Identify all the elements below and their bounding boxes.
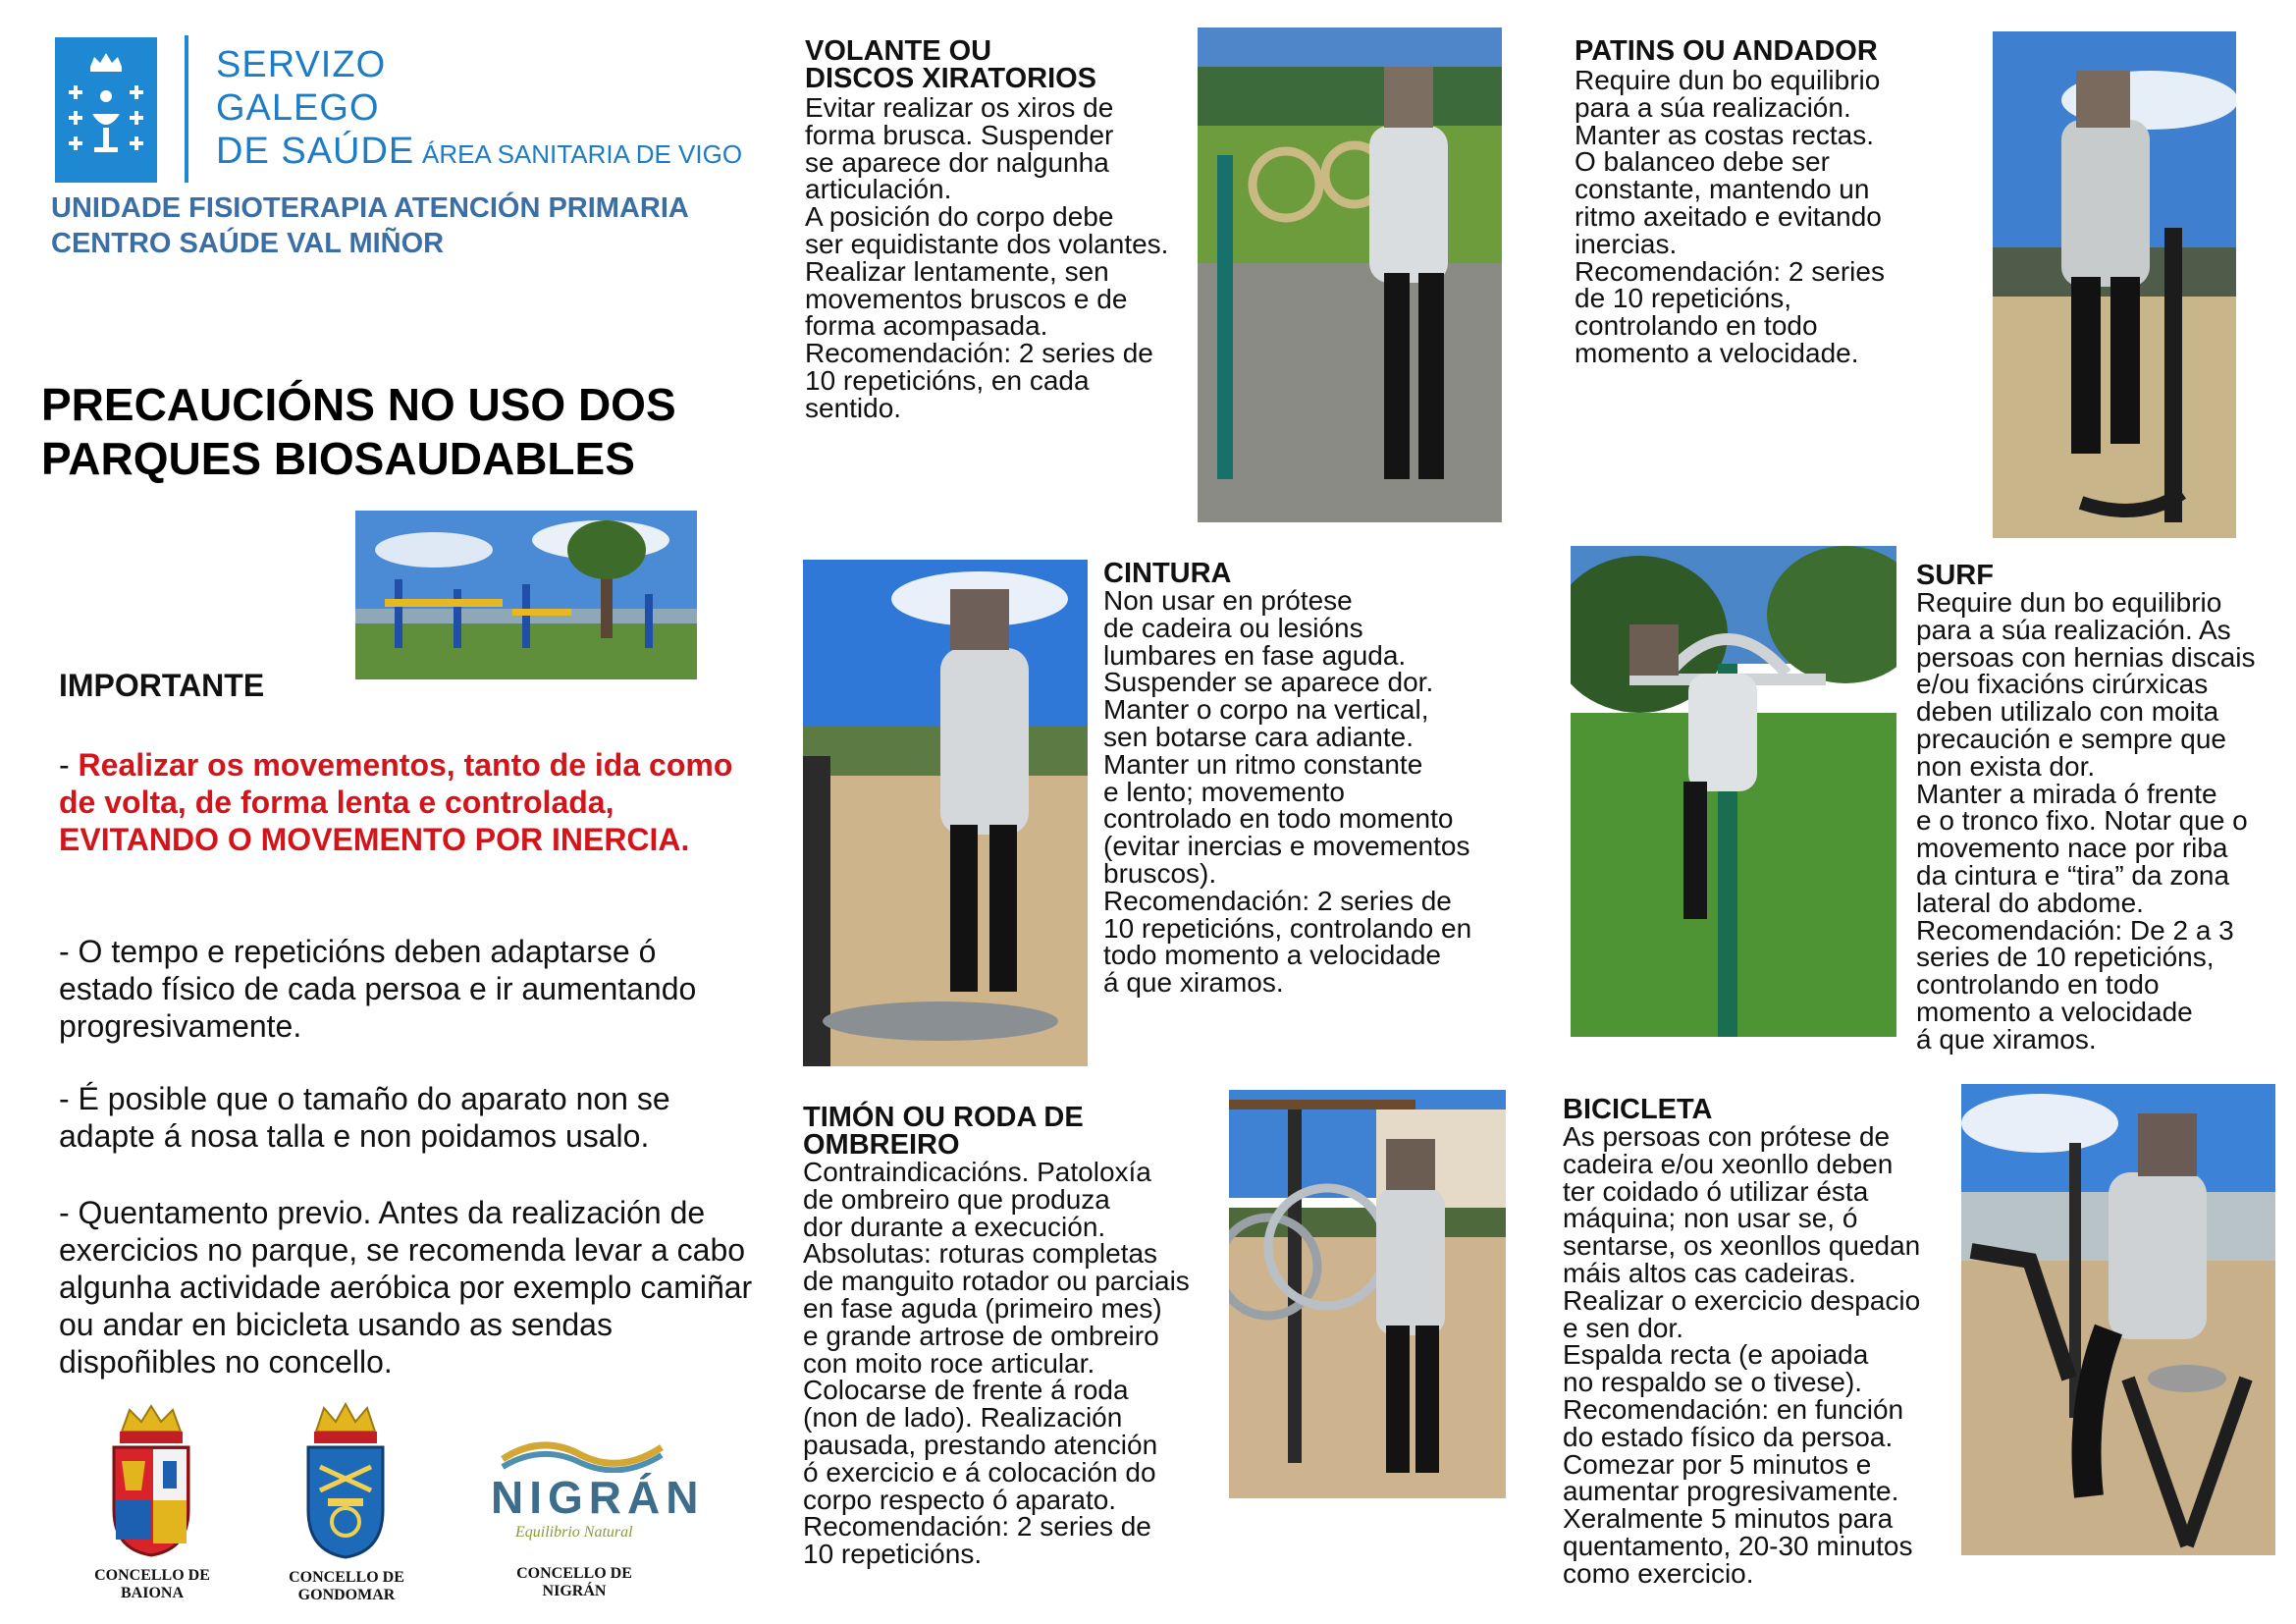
important-heading: IMPORTANTE (59, 668, 265, 703)
nigran-label: CONCELLO DE NIGRÁN (516, 1565, 632, 1599)
cintura-photo (803, 560, 1088, 1066)
important-bullet-2: - O tempo e repeticións deben adaptarse ó estado físico de cada persoa e ir aumentando progresivamente. (59, 934, 697, 1044)
volante-text: Evitar realizar os xiros de forma brusca. Suspender se aparece dor nalgunha articulación. A posición do corpo debe ser equidistante dos volantes. Realizar lentamente, sen movementos bruscos e de forma acompasada. Recomendación: 2 series de 10 repeticións, en cada sentido. (805, 92, 1169, 423)
cintura-text: Non usar en prótese de cadeira ou lesións lumbares en fase aguda. Suspender se aparece dor. Manter o corpo na vertical, sen botarse cara adiante. Manter un ritmo constante e lento; movemento controlado en todo momento (evitar inercias e movementos bruscos). Recomendación: 2 series de 10 repeticións, controlando en todo momento a velocidade á que xiramos. (1103, 585, 1472, 999)
nigran-logo-text: NIGRÁN (491, 1472, 705, 1523)
warning-text: Realizar os movementos, tanto de ida como de volta, de forma lenta e controlada, EVITANDO O MOVEMENTO POR INERCIA. (59, 747, 733, 857)
bicicleta-title: BICICLETA (1563, 1094, 1713, 1125)
important-bullet-3: - É posible que o tamaño do aparato non se adapte á nosa talla e non poidamos usalo. (59, 1081, 670, 1154)
surf-title: SURF (1916, 560, 1994, 591)
org-name: SERVIZO GALEGO DE SAÚDE (216, 44, 415, 172)
gondomar-crest-icon (300, 1400, 391, 1561)
org-area: ÁREA SANITARIA DE VIGO (422, 139, 743, 169)
unit-name: UNIDADE FISIOTERAPIA ATENCIÓN PRIMARIA CENTRO SAÚDE VAL MIÑOR (51, 192, 689, 259)
bullet-dash: - (59, 747, 79, 783)
gondomar-label: CONCELLO DE GONDOMAR (289, 1569, 404, 1603)
bicicleta-photo (1961, 1084, 2275, 1555)
nigran-tagline: Equilibrio Natural (515, 1524, 633, 1541)
timon-photo (1229, 1090, 1506, 1498)
nigran-wave-icon (499, 1434, 666, 1473)
volante-title: VOLANTE OU DISCOS XIRATORIOS (805, 35, 1097, 94)
cintura-title: CINTURA (1103, 558, 1232, 589)
baiona-crest-icon (106, 1402, 196, 1559)
volante-photo (1198, 27, 1502, 522)
timon-text: Contraindicacións. Patoloxía de ombreiro que produza dor durante a execución. Absolutas: roturas completas de manguito rotador ou parciais en fase aguda (primeiro mes) e grande artrose de ombreiro con moito roce articular. Colocarse de frente á roda (non de lado). Realización pausada, prestando atención ó exercicio e á colocación do corpo respecto ó aparato. Recomendación: 2 series de 10 repeticións. (803, 1157, 1190, 1570)
patins-photo (1993, 31, 2236, 538)
bicicleta-text: As persoas con prótese de cadeira e/ou xeonllo deben ter coidado ó utilizar ésta máquina; non usar se, ó sentarse, os xeonllos quedan máis altos cas cadeiras. Realizar o exercicio despacio e sen dor. Espalda recta (e apoiada no respaldo se o tivese). Recomendación: en función do estado físico da persoa. Comezar por 5 minutos e aumentar progresivamente. Xeralmente 5 minutos para quentamento, 20-30 minutos como exercicio. (1563, 1121, 1921, 1589)
patins-title: PATINS OU ANDADOR (1575, 35, 1878, 67)
patins-text: Require dun bo equilibrio para a súa realización. Manter as costas rectas. O balanceo debe ser constante, mantendo un ritmo axeitado e evitando inercias. Recomendación: 2 series de 10 repeticións, controlando en todo momento a velocidade. (1575, 65, 1885, 368)
logo-divider (185, 35, 188, 183)
baiona-label: CONCELLO DE BAIONA (94, 1567, 210, 1601)
page-title: PRECAUCIÓNS NO USO DOS PARQUES BIOSAUDABLES (41, 379, 676, 484)
important-bullet-1 (59, 746, 756, 858)
important-bullet-4: - Quentamento previo. Antes da realización de exercicios no parque, se recomenda levar a cabo algunha actividade aeróbica por exemplo camiñar ou andar en bicicleta usando as sendas dispoñibles no concello. (59, 1195, 753, 1380)
timon-title: TIMÓN OU RODA DE OMBREIRO (803, 1102, 1084, 1161)
park-photo (355, 511, 697, 679)
surf-photo (1571, 546, 1896, 1037)
sgs-logo-icon (55, 37, 157, 183)
surf-text: Require dun bo equilibrio para a súa realización. As persoas con hernias discais e/ou fixacións cirúrxicas deben utilizalo con moita precaución e sempre que non exista dor. Manter a mirada ó frente e o tronco fixo. Notar que o movemento nace por riba da cintura e “tira” da zona lateral do abdome. Recomendación: De 2 a 3 series de 10 repeticións, controlando en todo momento a velocidade á que xiramos. (1916, 587, 2256, 1055)
